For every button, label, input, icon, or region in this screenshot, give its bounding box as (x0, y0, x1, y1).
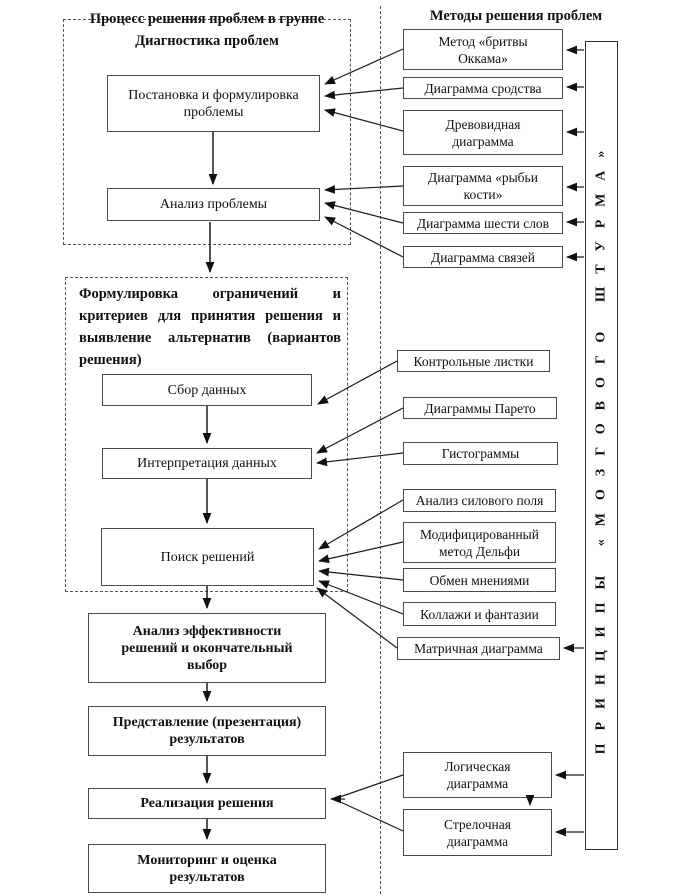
method-box-delphi: Модифицированный метод Дельфи (403, 522, 556, 563)
process-step-effectiveness: Анализ эффективности решений и окончательный выбор (88, 613, 326, 683)
method-box-histograms: Гистограммы (403, 442, 558, 465)
method-box-six-words: Диаграмма шести слов (403, 212, 563, 234)
process-frame-subtitle: Диагностика проблем (135, 33, 279, 49)
process-step-analysis: Анализ проблемы (107, 188, 320, 221)
column-separator-dashed-line (380, 6, 381, 894)
process-step-implementation: Реализация решения (88, 788, 326, 819)
brainstorming-principles-label: ПРИНЦИПЫ «МОЗГОВОГО ШТУРМА» (593, 137, 609, 754)
method-box-affinity: Диаграмма сродства (403, 77, 563, 99)
method-box-collages: Коллажи и фантазии (403, 602, 556, 626)
methods-column-title: Методы решения проблем (429, 8, 603, 24)
method-box-occam: Метод «бритвы Оккама» (403, 29, 563, 70)
process-step-data-interpretation: Интерпретация данных (102, 448, 312, 479)
method-box-tree: Древовидная диаграмма (403, 110, 563, 155)
brainstorming-principles-bar (585, 41, 618, 850)
method-box-arrow: Стрелочная диаграмма (403, 809, 552, 856)
process-step-monitoring: Мониторинг и оценка результатов (88, 844, 326, 893)
constraints-paragraph: Формулировка ограничений и критериев для принятия решения и выявление альтернатив (вариантов решения) (79, 286, 341, 368)
method-box-pareto: Диаграммы Парето (403, 397, 557, 419)
process-step-solution-search: Поиск решений (101, 528, 314, 586)
method-box-relations: Диаграмма связей (403, 246, 563, 268)
process-step-data-collection: Сбор данных (102, 374, 312, 406)
process-step-presentation: Представление (презентация) результатов (88, 706, 326, 756)
method-box-fishbone: Диаграмма «рыбьи кости» (403, 166, 563, 206)
method-box-matrix: Матричная диаграмма (397, 637, 560, 660)
method-box-logic: Логическая диаграмма (403, 752, 552, 798)
method-box-opinion-exchange: Обмен мнениями (403, 568, 556, 592)
method-box-force-field: Анализ силового поля (403, 489, 556, 512)
process-step-formulation: Постановка и формулировка проблемы (107, 75, 320, 132)
process-frame-title: Процесс решения проблем в группе (89, 11, 325, 27)
method-box-checklists: Контрольные листки (397, 350, 550, 372)
